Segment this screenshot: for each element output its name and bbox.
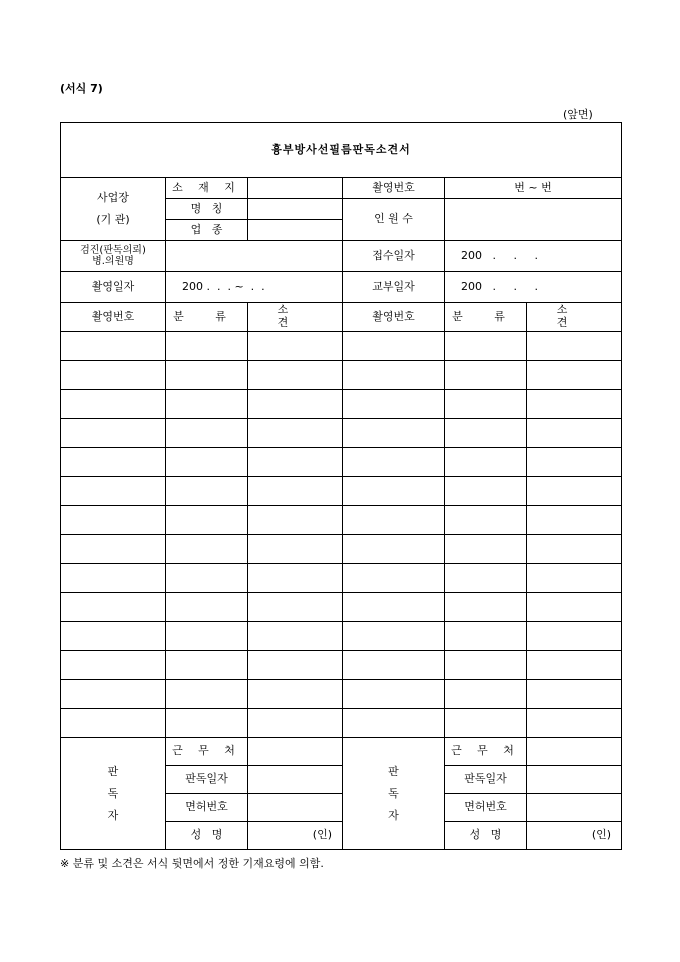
entry-cell[interactable]: [343, 332, 445, 361]
col-finding-right: 소 견: [527, 303, 622, 332]
entry-cell[interactable]: [61, 506, 166, 535]
entry-cell[interactable]: [445, 506, 527, 535]
entry-cell[interactable]: [445, 651, 527, 680]
front-side-label: (앞면): [563, 108, 593, 121]
headcount-field[interactable]: [445, 199, 622, 241]
entry-cell[interactable]: [527, 448, 622, 477]
entry-cell[interactable]: [445, 448, 527, 477]
entry-cell[interactable]: [527, 709, 622, 738]
entry-cell[interactable]: [343, 680, 445, 709]
entry-row: [61, 651, 622, 680]
entry-row: [61, 332, 622, 361]
name-sign-label-right: 성 명: [445, 822, 527, 850]
entry-cell[interactable]: [61, 680, 166, 709]
entry-cell[interactable]: [527, 564, 622, 593]
reader-label-left-3: 자: [107, 808, 119, 822]
footnote: ※ 분류 및 소견은 서식 뒷면에서 정한 기재요령에 의함.: [60, 857, 324, 870]
entry-cell[interactable]: [248, 332, 343, 361]
business-label-cell: [61, 178, 166, 241]
business-label: 사업장: [97, 191, 129, 204]
issue-date-label: 교부일자: [343, 272, 445, 303]
reader-label-left-2: 독: [107, 786, 119, 800]
name-field[interactable]: [248, 199, 343, 220]
entry-cell[interactable]: [166, 622, 248, 651]
name-sign-label-left: 성 명: [166, 822, 248, 850]
entry-cell[interactable]: [343, 651, 445, 680]
entry-cell[interactable]: [248, 593, 343, 622]
entry-cell[interactable]: [166, 419, 248, 448]
entry-cell[interactable]: [61, 709, 166, 738]
entry-row: [61, 448, 622, 477]
entry-cell[interactable]: [61, 419, 166, 448]
form-number-label: (서식 7): [60, 82, 103, 95]
entry-cell[interactable]: [445, 593, 527, 622]
col-film-number-left: 촬영번호: [61, 303, 166, 332]
shoot-date-label: 촬영일자: [61, 272, 166, 303]
entry-cell[interactable]: [445, 535, 527, 564]
entry-cell[interactable]: [166, 535, 248, 564]
reader-label-right-3: 자: [388, 808, 399, 822]
reader-label-left-1: 판: [107, 764, 119, 778]
headcount-label: 인 원 수: [343, 199, 445, 241]
reader-label-right: [343, 738, 445, 850]
workplace-label-right: 근 무 처: [445, 738, 527, 766]
entry-cell[interactable]: [61, 448, 166, 477]
col-film-number-right: 촬영번호: [343, 303, 445, 332]
entry-cell[interactable]: [445, 361, 527, 390]
entry-cell[interactable]: [61, 535, 166, 564]
entry-cell[interactable]: [248, 506, 343, 535]
entry-cell[interactable]: [527, 680, 622, 709]
name-label: 명 칭: [166, 199, 248, 220]
entry-cell[interactable]: [248, 680, 343, 709]
entry-cell[interactable]: [445, 564, 527, 593]
entry-row: [61, 419, 622, 448]
hospital-label-line1: 검진(판독의뢰): [80, 245, 146, 256]
column-header-row: [61, 303, 622, 332]
entry-row: [61, 361, 622, 390]
entry-cell[interactable]: [527, 651, 622, 680]
entry-cell[interactable]: [445, 622, 527, 651]
entry-row: [61, 535, 622, 564]
shoot-date-field[interactable]: 200 . . . ~ . .: [166, 272, 343, 303]
entry-cell[interactable]: [61, 622, 166, 651]
entry-cell[interactable]: [343, 506, 445, 535]
entry-cell[interactable]: [343, 477, 445, 506]
entry-cell[interactable]: [166, 390, 248, 419]
form-title: 흉부방사선필름판독소견서: [61, 123, 622, 178]
workplace-label-left: 근 무 처: [166, 738, 248, 766]
entry-cell[interactable]: [166, 448, 248, 477]
entry-cell[interactable]: [248, 477, 343, 506]
industry-field[interactable]: [248, 220, 343, 241]
entry-cell[interactable]: [527, 390, 622, 419]
entry-cell[interactable]: [343, 535, 445, 564]
license-field-right[interactable]: [527, 794, 622, 822]
film-number-range[interactable]: 번 ~ 번: [445, 178, 622, 199]
workplace-field-left[interactable]: [248, 738, 343, 766]
hospital-label-cell: [61, 241, 166, 272]
receipt-date-label: 접수일자: [343, 241, 445, 272]
read-date-field-right[interactable]: [527, 766, 622, 794]
entry-cell[interactable]: [445, 332, 527, 361]
entry-cell[interactable]: [527, 506, 622, 535]
entry-cell[interactable]: [248, 535, 343, 564]
entry-row: [61, 564, 622, 593]
issue-date-field[interactable]: 200 . . .: [445, 272, 622, 303]
entry-row: [61, 390, 622, 419]
entry-cell[interactable]: [343, 419, 445, 448]
entry-cell[interactable]: [527, 535, 622, 564]
entry-cell[interactable]: [61, 564, 166, 593]
entry-cell[interactable]: [248, 622, 343, 651]
entry-cell[interactable]: [343, 448, 445, 477]
entry-row: [61, 506, 622, 535]
entry-cell[interactable]: [343, 593, 445, 622]
entry-row: [61, 622, 622, 651]
entry-cell[interactable]: [248, 390, 343, 419]
entry-cell[interactable]: [61, 361, 166, 390]
entry-cell[interactable]: [248, 361, 343, 390]
industry-label: 업 종: [166, 220, 248, 241]
hospital-label-line2: 병.의원명: [92, 256, 134, 267]
entry-cell[interactable]: [445, 419, 527, 448]
read-date-label-left: 판독일자: [166, 766, 248, 794]
seal-right[interactable]: (인): [527, 822, 622, 850]
entry-cell[interactable]: [527, 477, 622, 506]
entry-cell[interactable]: [166, 332, 248, 361]
entry-row: [61, 709, 622, 738]
license-label-right: 면허번호: [445, 794, 527, 822]
entry-cell[interactable]: [61, 651, 166, 680]
license-field-left[interactable]: [248, 794, 343, 822]
entry-row: [61, 593, 622, 622]
entry-cell[interactable]: [166, 593, 248, 622]
entry-cell[interactable]: [61, 332, 166, 361]
entry-cell[interactable]: [445, 709, 527, 738]
reader-label-right-1: 판: [388, 764, 399, 778]
read-date-label-right: 판독일자: [445, 766, 527, 794]
entry-cell[interactable]: [343, 622, 445, 651]
entry-cell[interactable]: [248, 448, 343, 477]
entry-cell[interactable]: [248, 651, 343, 680]
entry-row: [61, 680, 622, 709]
col-category-left: 분 류: [166, 303, 248, 332]
entry-cell[interactable]: [166, 564, 248, 593]
entry-cell[interactable]: [527, 361, 622, 390]
entry-cell[interactable]: [166, 506, 248, 535]
hospital-field[interactable]: [166, 241, 343, 272]
entry-cell[interactable]: [166, 477, 248, 506]
reading-report-form: [60, 122, 622, 850]
location-label: 소 재 지: [166, 178, 248, 199]
entry-cell[interactable]: [166, 651, 248, 680]
entry-cell[interactable]: [166, 361, 248, 390]
entry-cell[interactable]: [61, 477, 166, 506]
entry-cell[interactable]: [445, 477, 527, 506]
entry-cell[interactable]: [248, 564, 343, 593]
entry-cell[interactable]: [343, 564, 445, 593]
entry-cell[interactable]: [527, 622, 622, 651]
entry-cell[interactable]: [343, 361, 445, 390]
read-date-field-left[interactable]: [248, 766, 343, 794]
entry-cell[interactable]: [527, 332, 622, 361]
entry-cell[interactable]: [248, 709, 343, 738]
entry-cell[interactable]: [445, 680, 527, 709]
entry-cell[interactable]: [527, 593, 622, 622]
entry-cell[interactable]: [343, 709, 445, 738]
entry-cell[interactable]: [445, 390, 527, 419]
entry-cell[interactable]: [61, 593, 166, 622]
receipt-date-field[interactable]: 200 . . .: [445, 241, 622, 272]
agency-label: (기 관): [96, 213, 130, 226]
entry-cell[interactable]: [166, 709, 248, 738]
entry-cell[interactable]: [343, 390, 445, 419]
reader-label-right-2: 독: [388, 786, 399, 800]
entry-row: [61, 477, 622, 506]
entry-cell[interactable]: [61, 390, 166, 419]
entry-rows: [61, 332, 622, 738]
workplace-field-right[interactable]: [527, 738, 622, 766]
col-finding-left: 소 견: [248, 303, 343, 332]
entry-cell[interactable]: [248, 419, 343, 448]
col-category-right: 분 류: [445, 303, 527, 332]
seal-left[interactable]: (인): [248, 822, 343, 850]
entry-cell[interactable]: [527, 419, 622, 448]
entry-cell[interactable]: [166, 680, 248, 709]
film-number-label: 촬영번호: [343, 178, 445, 199]
reader-label-left: [61, 738, 166, 850]
license-label-left: 면허번호: [166, 794, 248, 822]
location-field[interactable]: [248, 178, 343, 199]
